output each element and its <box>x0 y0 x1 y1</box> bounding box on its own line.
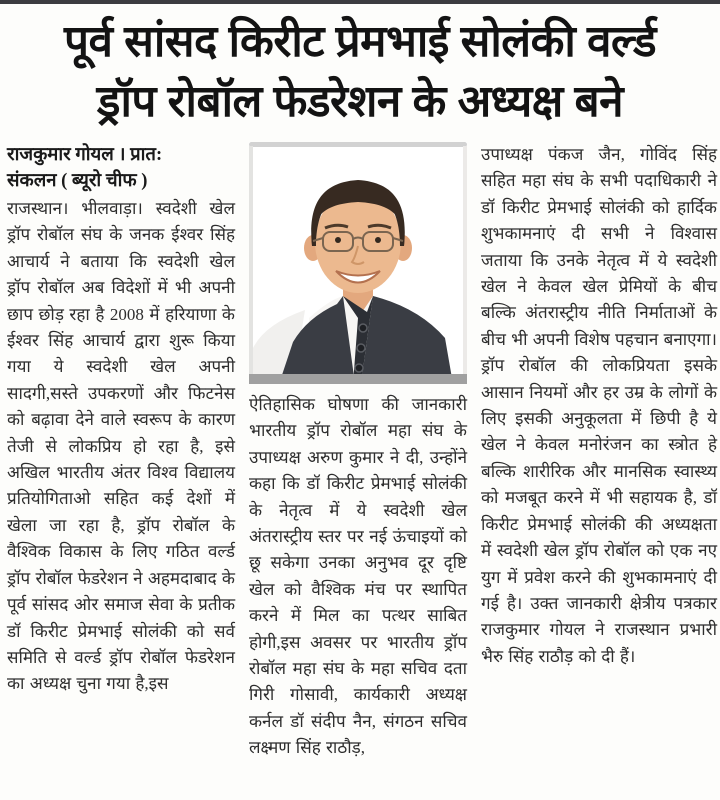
photo-bottom-bar <box>249 374 467 384</box>
article-body <box>0 138 720 762</box>
column-middle-text: ऐतिहासिक घोषणा की जानकारी भारतीय ड्रॉप रोबॉल महा संघ के उपाध्यक्ष अरुण कुमार ने दी, उन्होंने कहा कि डॉ किरीट प्रेमभाई सोलंकी के नेतृत्व में ये स्वदेशी खेल अंतरास्ट्रीय स्तर पर नई ऊंचाइयों को छू सकेगा उनका अनुभव दूर दृष्टि खेल को वैश्विक मंच पर स्थापित करने में मिल का पत्थर साबित होगी,इस अवसर पर भारतीय ड्रॉप रोबॉल महा संघ के महा सचिव दता गिरी गोसावी, कार्यकारी अध्यक्ष कर्नल डॉ संदीप नैन, संगठन सचिव लक्ष्मण सिंह राठौड़, <box>249 395 467 758</box>
column-middle <box>249 142 467 762</box>
headline-block <box>0 4 720 138</box>
portrait-photo-graphic <box>249 142 467 384</box>
column-right-text: उपाध्यक्ष पंकज जैन, गोविंद सिंह सहित महा संघ के सभी पदाधिकारी ने डॉ किरीट प्रेमभाई सोलंकी को हार्दिक शुभकामनाएं दी सभी ने विश्वास जताया कि उनके नेतृत्व में ये स्वदेशी खेल ने केवल खेल प्रेमियों के बीच बल्कि अंतरास्ट्रीय नीति निर्माताओं के बीच भी अपनी विशेष पहचान बनाएगा। ड्रॉप रोबॉल की लोकप्रियता इसके आसान नियमों और हर उम्र के लोगों के लिए इसकी अनुकूलता में छिपी है ये खेल ने केवल मनोरंजन का स्त्रोत हे बल्कि शारीरिक और मानसिक स्वास्थ्य को मजबूत करने में भी सहायक है, डॉ किरीट प्रेमभाई सोलंकी की अध्यक्षता में स्वदेशी खेल ड्रॉप रोबॉल को एक नए युग में प्रवेश करने की शुभकामनाएं दी गई है। उक्त जानकारी क्षेत्रीय पत्रकार राजकुमार गोयल ने राजस्थान प्रभारी भैरु सिंह राठौड़ को दी हैं। <box>481 145 717 666</box>
column-right <box>481 142 717 670</box>
portrait-photo <box>249 142 467 384</box>
byline-line-1: राजकुमार गोयल । प्रात: <box>7 145 163 165</box>
headline-line-2: ड्रॉप रोबॉल फेडरेशन के अध्यक्ष बने <box>96 77 624 126</box>
column-left-text: राजस्थान। भीलवाड़ा। स्वदेशी खेल ड्रॉप रोबॉल संघ के जनक ईश्वर सिंह आचार्य ने बताया कि स्वदेशी खेल ड्रॉप रोबॉल अब विदेशों में भी अपनी छाप छोड़ रहा है 2008 में हरियाणा के ईश्वर सिंह आचार्य द्वारा शुरू किया गया ये स्वदेशी खेल अपनी सादगी,सस्ते उपकरणों और फिटनेस को बढ़ावा देने वाले स्वरूप के कारण तेजी से लोकप्रिय हो रहा है, इसे अखिल भारतीय अंतर विश्व विद्यालय प्रतियोगिताओ सहित कई देशों में खेला जा रहा है, ड्रॉप रोबॉल के वैश्विक विकास के लिए गठित वर्ल्ड ड्रॉप रोबॉल फेडरेशन ने अहमदाबाद के पूर्व सांसद ओर समाज सेवा के प्रतीक डॉ किरीट प्रेमभाई सोलंकी को सर्व समिति से वर्ल्ड ड्रॉप रोबॉल फेडरेशन का अध्यक्ष चुना गया है,इस <box>7 199 235 694</box>
headline-line-1: पूर्व सांसद किरीट प्रेमभाई सोलंकी वर्ल्ड <box>63 17 657 66</box>
byline <box>7 142 235 194</box>
column-left <box>7 142 235 698</box>
byline-line-2: संकलन ( ब्यूरो चीफ ) <box>7 171 148 191</box>
